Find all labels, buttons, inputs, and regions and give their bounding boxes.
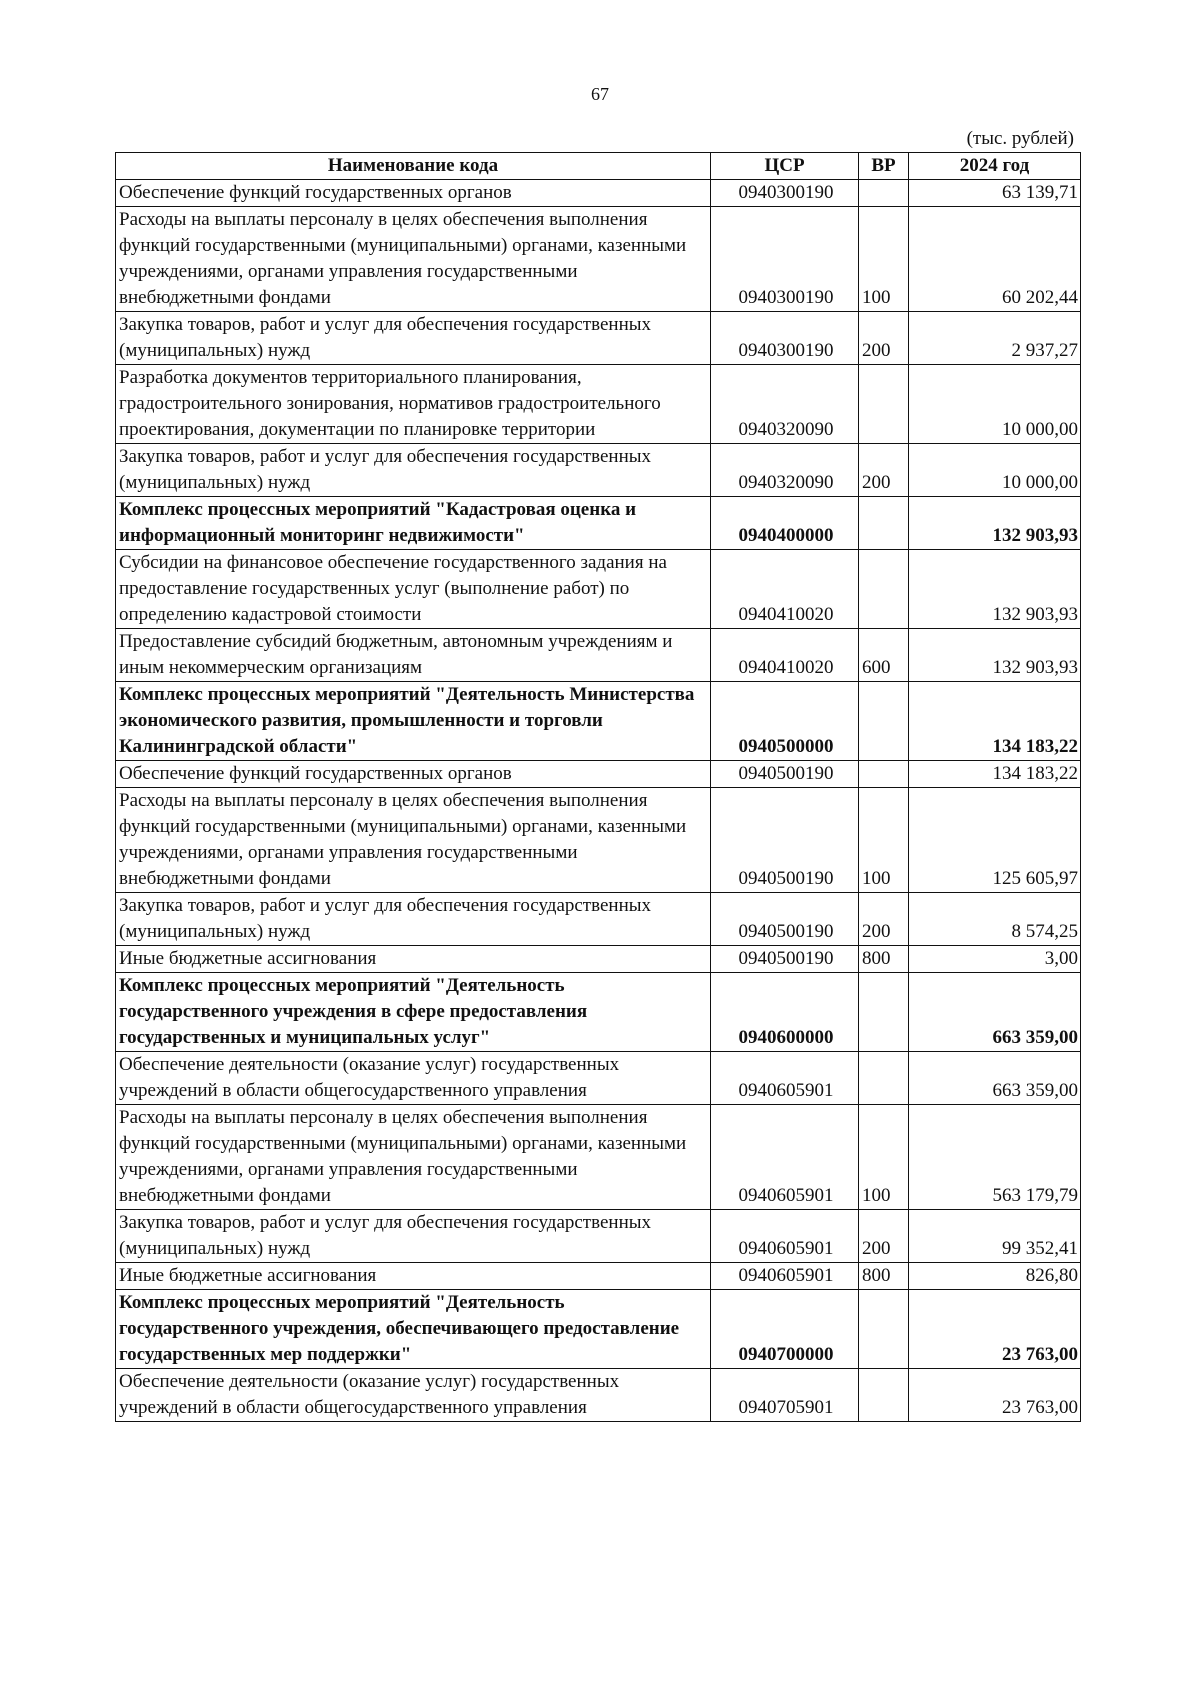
table-row [116, 207, 1081, 312]
cell-vr [859, 180, 909, 207]
cell-name: Комплекс процессных мероприятий "Деятельность государственного учреждения в сфере предоставления государственных и муниципальных услуг" [116, 973, 711, 1052]
cell-vr: 100 [859, 788, 909, 893]
cell-sum: 3,00 [909, 946, 1081, 973]
cell-csr: 0940605901 [711, 1210, 859, 1263]
cell-name: Разработка документов территориального планирования, градостроительного зонирования, нормативов градостроительного проектирования, документации по планировке территории [116, 365, 711, 444]
table-row [116, 1290, 1081, 1369]
cell-name: Комплекс процессных мероприятий "Деятельность государственного учреждения, обеспечивающего предоставление государственных мер поддержки" [116, 1290, 711, 1369]
cell-csr: 0940320090 [711, 365, 859, 444]
cell-csr: 0940300190 [711, 207, 859, 312]
cell-sum: 663 359,00 [909, 973, 1081, 1052]
cell-vr: 200 [859, 312, 909, 365]
cell-sum: 63 139,71 [909, 180, 1081, 207]
cell-vr: 100 [859, 207, 909, 312]
cell-sum: 132 903,93 [909, 497, 1081, 550]
cell-name: Комплекс процессных мероприятий "Кадастровая оценка и информационный мониторинг недвижимости" [116, 497, 711, 550]
cell-sum: 826,80 [909, 1263, 1081, 1290]
cell-name: Обеспечение деятельности (оказание услуг) государственных учреждений в области общегосударственного управления [116, 1052, 711, 1105]
cell-sum: 8 574,25 [909, 893, 1081, 946]
cell-vr [859, 761, 909, 788]
cell-sum: 563 179,79 [909, 1105, 1081, 1210]
cell-csr: 0940500190 [711, 761, 859, 788]
budget-table [115, 152, 1081, 1422]
cell-name: Иные бюджетные ассигнования [116, 946, 711, 973]
cell-csr: 0940605901 [711, 1105, 859, 1210]
cell-name: Закупка товаров, работ и услуг для обеспечения государственных (муниципальных) нужд [116, 312, 711, 365]
cell-name: Закупка товаров, работ и услуг для обеспечения государственных (муниципальных) нужд [116, 444, 711, 497]
table-row [116, 444, 1081, 497]
column-header-csr: ЦСР [711, 153, 859, 180]
cell-csr: 0940410020 [711, 629, 859, 682]
cell-csr: 0940320090 [711, 444, 859, 497]
cell-vr [859, 1052, 909, 1105]
cell-sum: 132 903,93 [909, 629, 1081, 682]
cell-name: Субсидии на финансовое обеспечение государственного задания на предоставление государственных услуг (выполнение работ) по определению кадастровой стоимости [116, 550, 711, 629]
table-row [116, 497, 1081, 550]
table-row [116, 1105, 1081, 1210]
table-row [116, 946, 1081, 973]
cell-csr: 0940500000 [711, 682, 859, 761]
cell-vr [859, 550, 909, 629]
cell-csr: 0940300190 [711, 180, 859, 207]
cell-vr [859, 973, 909, 1052]
cell-vr [859, 1290, 909, 1369]
cell-vr [859, 365, 909, 444]
cell-sum: 10 000,00 [909, 444, 1081, 497]
cell-sum: 663 359,00 [909, 1052, 1081, 1105]
table-row [116, 788, 1081, 893]
cell-csr: 0940400000 [711, 497, 859, 550]
cell-sum: 10 000,00 [909, 365, 1081, 444]
cell-name: Предоставление субсидий бюджетным, автономным учреждениям и иным некоммерческим организациям [116, 629, 711, 682]
cell-name: Иные бюджетные ассигнования [116, 1263, 711, 1290]
table-row [116, 893, 1081, 946]
cell-sum: 60 202,44 [909, 207, 1081, 312]
column-header-vr: ВР [859, 153, 909, 180]
column-header-year: 2024 год [909, 153, 1081, 180]
cell-name: Расходы на выплаты персоналу в целях обеспечения выполнения функций государственными (муниципальными) органами, казенными учреждениями, органами управления государственными внебюджетными фондами [116, 207, 711, 312]
cell-vr: 200 [859, 1210, 909, 1263]
cell-name: Обеспечение деятельности (оказание услуг) государственных учреждений в области общегосударственного управления [116, 1369, 711, 1422]
table-row [116, 365, 1081, 444]
table-body [116, 180, 1081, 1422]
cell-csr: 0940600000 [711, 973, 859, 1052]
table-row [116, 629, 1081, 682]
cell-vr [859, 682, 909, 761]
units-label: (тыс. рублей) [966, 128, 1074, 149]
cell-name: Обеспечение функций государственных органов [116, 180, 711, 207]
cell-csr: 0940500190 [711, 788, 859, 893]
cell-vr: 800 [859, 946, 909, 973]
cell-vr: 100 [859, 1105, 909, 1210]
cell-sum: 23 763,00 [909, 1290, 1081, 1369]
table-row [116, 761, 1081, 788]
cell-name: Комплекс процессных мероприятий "Деятельность Министерства экономического развития, промышленности и торговли Калининградской области" [116, 682, 711, 761]
cell-vr [859, 1369, 909, 1422]
table-row [116, 1369, 1081, 1422]
cell-csr: 0940605901 [711, 1263, 859, 1290]
cell-csr: 0940300190 [711, 312, 859, 365]
cell-sum: 23 763,00 [909, 1369, 1081, 1422]
cell-name: Закупка товаров, работ и услуг для обеспечения государственных (муниципальных) нужд [116, 893, 711, 946]
cell-vr: 200 [859, 444, 909, 497]
cell-vr: 200 [859, 893, 909, 946]
cell-name: Расходы на выплаты персоналу в целях обеспечения выполнения функций государственными (муниципальными) органами, казенными учреждениями, органами управления государственными внебюджетными фондами [116, 1105, 711, 1210]
cell-sum: 134 183,22 [909, 761, 1081, 788]
table-row [116, 180, 1081, 207]
cell-csr: 0940705901 [711, 1369, 859, 1422]
cell-csr: 0940500190 [711, 893, 859, 946]
cell-sum: 125 605,97 [909, 788, 1081, 893]
cell-name: Расходы на выплаты персоналу в целях обеспечения выполнения функций государственными (муниципальными) органами, казенными учреждениями, органами управления государственными внебюджетными фондами [116, 788, 711, 893]
cell-sum: 132 903,93 [909, 550, 1081, 629]
cell-csr: 0940605901 [711, 1052, 859, 1105]
cell-sum: 2 937,27 [909, 312, 1081, 365]
cell-csr: 0940410020 [711, 550, 859, 629]
table-row [116, 973, 1081, 1052]
cell-sum: 134 183,22 [909, 682, 1081, 761]
page-number: 67 [591, 84, 609, 104]
cell-vr: 600 [859, 629, 909, 682]
table-header-row [116, 153, 1081, 180]
table-row [116, 1210, 1081, 1263]
table-row [116, 312, 1081, 365]
cell-name: Обеспечение функций государственных органов [116, 761, 711, 788]
cell-sum: 99 352,41 [909, 1210, 1081, 1263]
table-row [116, 682, 1081, 761]
cell-csr: 0940500190 [711, 946, 859, 973]
cell-vr [859, 497, 909, 550]
cell-name: Закупка товаров, работ и услуг для обеспечения государственных (муниципальных) нужд [116, 1210, 711, 1263]
cell-vr: 800 [859, 1263, 909, 1290]
cell-csr: 0940700000 [711, 1290, 859, 1369]
table-row [116, 550, 1081, 629]
column-header-name: Наименование кода [116, 153, 711, 180]
table-row [116, 1052, 1081, 1105]
table-row [116, 1263, 1081, 1290]
